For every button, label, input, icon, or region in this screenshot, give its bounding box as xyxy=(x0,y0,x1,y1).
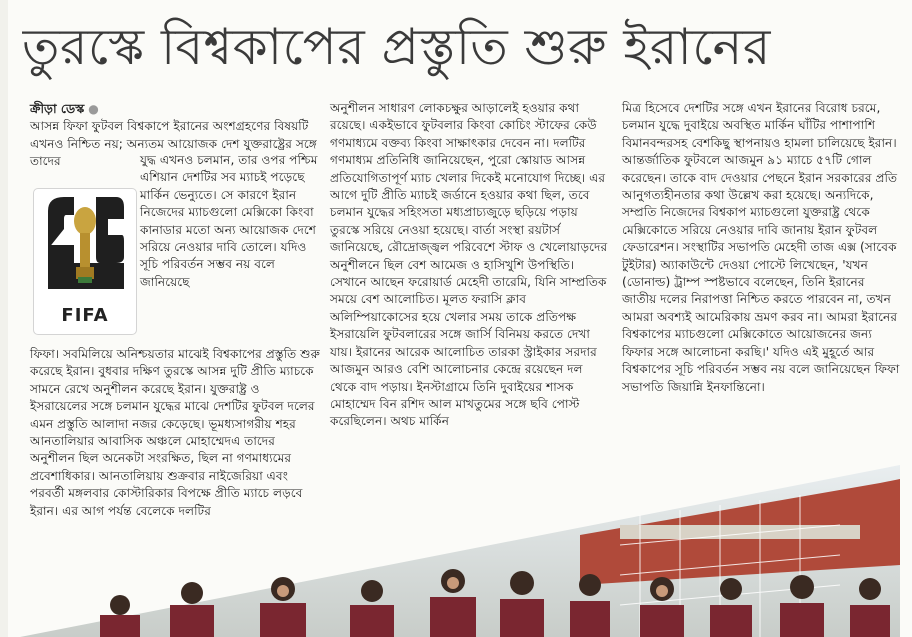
column-1-wrap-text: যুদ্ধ এখনও চলমান, তার ওপর পশ্চিম এশিয়ান দেশটির সব ম্যাচই পড়েছে মার্কিন ভেন্যুতে। সে কারণে ইরান নিজেদের ম্যাচগুলো মেক্সিকো কিংবা কানাডার মতো অন্য আয়োজক দেশে সরিয়ে নেওয়ার দাবি তোলে। যদিও সূচি পরিবর্তন সম্ভব নয় বলে জানিয়েছে xyxy=(140,153,318,289)
column-1-top-text: আসন্ন ফিফা ফুটবল বিশ্বকাপে ইরানের অংশগ্রহণের বিষয়টি এখনও নিশ্চিত নয়; অন্যতম আয়োজক দেশ যুক্তরাষ্ট্রের সঙ্গে তাদের xyxy=(30,119,317,169)
byline: ক্রীড়া ডেস্ক xyxy=(30,101,85,116)
column-1-bottom-text: ফিফা। সবমিলিয়ে অনিশ্চয়তার মাঝেই বিশ্বকাপের প্রস্তুতি শুরু করেছে ইরান। বুধবার দক্ষিণ তুরস্কে আসন্ন দুটি প্রীতি ম্যাচকে সামনে রেখে অনুশীলন করেছে ইরান। যুক্তরাষ্ট্র ও ইসরায়েলের সঙ্গে চলমান যুদ্ধের মাঝে দেশটির ফুটবল দলের এমন প্রস্তুতি আলাদা নজর কেড়েছে। ভূমধ্যসাগরীয় শহর আনতালিয়ার আবাসিক অঞ্চলে মোহাম্মেদএ তাদের অনুশীলন ছিল অনেকটা সংরক্ষিত, ছিল না গণমাধ্যমের প্রবেশাধিকার। আনতালিয়ায় শুক্রবার নাইজেরিয়া এবং পরবর্তী মঙ্গলবার কোস্টারিকার বিপক্ষে প্রীতি ম্যাচে লড়বে ইরান। এর আগ পর্যন্ত বেলেকে দলটির xyxy=(30,347,320,518)
training-photo-image xyxy=(20,455,900,637)
fifa-world-cup-2026-logo xyxy=(33,188,137,335)
headline: তুরস্কে বিশ্বকাপের প্রস্তুতি শুরু ইরানের xyxy=(22,18,771,76)
fifa-logo-text: FIFA xyxy=(61,305,109,326)
team-training-photo xyxy=(20,455,900,637)
byline-dot-icon: ● xyxy=(88,102,99,116)
page-margin xyxy=(0,0,8,637)
article-column-3: মিত্র হিসেবে দেশটির সঙ্গে এখন ইরানের বিরোধ চরমে, চলমান যুদ্ধে দুবাইয়ে অবস্থিত মার্কিন ঘাঁটির পাশাপাশি বিমানবন্দরসহ বেশকিছু স্থাপনায়ও হামলা চালিয়েছে ইরান। আন্তর্জাতিক ফুটবলে আজমুন ৯১ ম্যাচে ৫৭টি গোল করেছেন। তাকে বাদ দেওয়ার পেছনে ইরান সরকারের প্রতি আনুগত্যহীনতার কথা উল্লেখ করা হয়েছে। অন্যদিকে, সম্প্রতি নিজেদের বিশ্বকাপ ম্যাচগুলো যুক্তরাষ্ট্র থেকে মেক্সিকোতে সরিয়ে নেওয়ার দাবি জানায় ইরান ফুটবল ফেডারেশন। সংস্থাটির সভাপতি মেহেদী তাজ এক্স (সাবেক টুইটার) অ্যাকাউন্টে দেওয়া পোস্টে লিখেছেন, 'যখন (ডোনাল্ড) ট্রাম্প স্পষ্টভাবে বলেছেন, তিনি ইরানের জাতীয় দলের নিরাপত্তা নিশ্চিত করতে পারবেন না, তখন আমরা অবশ্যই আমেরিকায় ভ্রমণ করব না। আমরা ইরানের বিশ্বকাপের ম্যাচগুলো মেক্সিকোতে আয়োজনের জন্য ফিফার সঙ্গে আলোচনা করছি।' যদিও এই মুহূর্তে আর বিশ্বকাপের সূচি পরিবর্তন সম্ভব নয় বলে জানিয়েছেন ফিফা সভাপতি জিয়ান্নি ইনফান্তিনো। xyxy=(622,101,900,394)
article-column-2: অনুশীলন সাধারণ লোকচক্ষুর আড়ালেই হওয়ার কথা রয়েছে। একইভাবে ফুটবলার কিংবা কোচিং স্টাফের কেউ গণমাধ্যমে বক্তব্য কিংবা সাক্ষাৎকার দেবেন না। দলটির গণমাধ্যম প্রতিনিধি জানিয়েছেন, পুরো স্কোয়াড আসন্ন প্রতিযোগিতাপূর্ণ ম্যাচ খেলার দিকেই মনোযোগ দিচ্ছে। এর আগে দুটি প্রীতি ম্যাচই জর্ডানে হওয়ার কথা ছিল, তবে চলমান যুদ্ধের সহিংসতা মধ্যপ্রাচ্যজুড়ে ছড়িয়ে পড়ায় তুরস্কে সরিয়ে নেওয়া হয়েছে। বার্তা সংস্থা রয়টার্স জানিয়েছে, রৌদ্রোজ্জ্বল পরিবেশে স্টাফ ও খেলোয়াড়দের অনুশীলনে ছিল বেশ আমেজ ও হাসিখুশি উপস্থিতি। সেখানে আছেন ফরোয়ার্ড মেহেদী তারেমি, যিনি সাম্প্রতিক সময়ে বেশ আলোচিত। মূলত ফরাসি ক্লাব অলিম্পিয়াকোসের হয়ে খেলার সময় তাকে প্রতিপক্ষ ইসরায়েলি ফুটবলারের সঙ্গে জার্সি বিনিময় করতে দেখা যায়। ইরানের আরেক আলোচিত তারকা স্ট্রাইকার সরদার আজমুন আরও বেশি আলোচনার কেন্দ্রে রয়েছেন দল থেকে বাদ পড়ায়। ইনস্টাগ্রামে তিনি দুবাইয়ের শাসক মোহাম্মেদ বিন রশিদ আল মাখতুমের সঙ্গে ছবি পোস্ট করেছিলেন। অথচ মার্কিন xyxy=(330,101,608,429)
